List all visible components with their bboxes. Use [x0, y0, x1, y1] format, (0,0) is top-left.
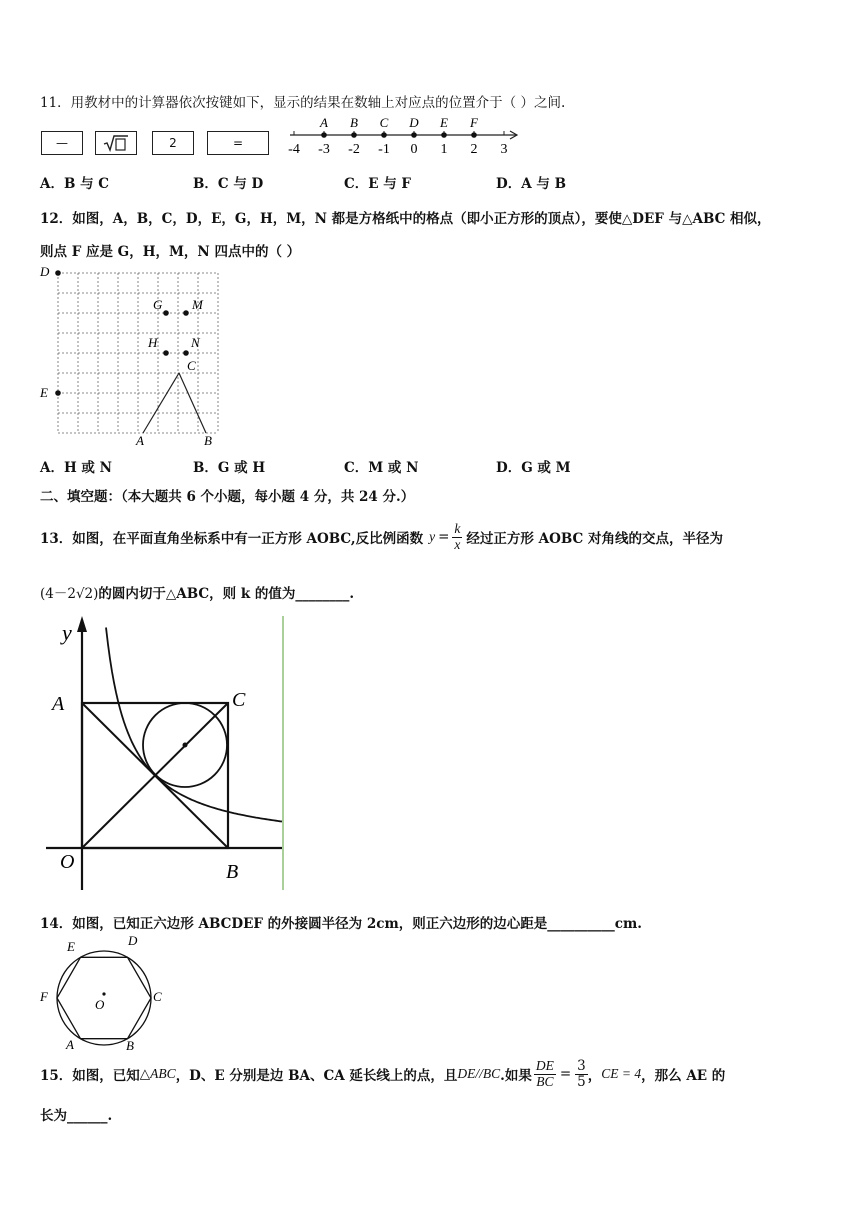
- tick-label: -3: [318, 142, 330, 157]
- number-line-point: [321, 132, 327, 138]
- point-label: D: [409, 115, 419, 130]
- label-c: C: [187, 358, 196, 373]
- label-d: D: [128, 933, 138, 948]
- point-e: [55, 390, 61, 396]
- label-g: G: [153, 297, 163, 312]
- point-g: [163, 310, 169, 316]
- q12-stem-line1: 12．如图，A，B，C，D，E，G，H，M，N 都是方格纸中的格点（即小正方形的顶点），要使△DEF 与△ABC 相似，: [40, 211, 771, 227]
- q13-stem-line1: [40, 515, 723, 559]
- q13-stem-b: 经过正方形 AOBC 对角线的交点，半径为: [466, 531, 723, 547]
- tick-label: -4: [288, 142, 300, 157]
- point-m: [183, 310, 189, 316]
- label-n: N: [191, 335, 200, 350]
- number-line-point: [411, 132, 417, 138]
- ratio-den: BC: [536, 1073, 554, 1089]
- q12-option-a[interactable]: A．H 或 N: [40, 460, 112, 476]
- q13-stem-line2: [40, 582, 354, 602]
- label-o: O: [60, 851, 75, 873]
- section-2-heading: 二、填空题：（本大题共 6 个小题，每小题 4 分，共 24 分.）: [40, 489, 415, 505]
- q11-option-b[interactable]: B．C 与 D: [193, 176, 264, 192]
- sqrt-key-icon: [102, 134, 130, 152]
- point-label: E: [440, 115, 448, 130]
- label-a: A: [136, 433, 144, 448]
- q15-stem-d: ，: [587, 1068, 602, 1084]
- tick-label: 3: [500, 142, 508, 157]
- q12-option-b[interactable]: B．G 或 H: [193, 460, 266, 476]
- number-line-point: [381, 132, 387, 138]
- point-label: A: [320, 115, 328, 130]
- point-n: [183, 350, 189, 356]
- label-b: B: [126, 1038, 134, 1053]
- label-c: C: [232, 689, 246, 711]
- sqrt-key: [95, 131, 137, 155]
- minus-key: —: [41, 131, 83, 155]
- point-label: C: [379, 115, 389, 130]
- point-label: B: [350, 115, 358, 130]
- value-den: 5: [577, 1073, 586, 1090]
- value-num: 3: [577, 1057, 586, 1074]
- number-line-point: [471, 132, 477, 138]
- q11-option-c[interactable]: C．E 与 F: [344, 176, 412, 192]
- label-b: B: [204, 433, 212, 448]
- label-e: E: [67, 939, 75, 954]
- tick-label: 1: [440, 142, 448, 157]
- func-eq: =: [438, 529, 450, 545]
- q15-stem-a: 15．如图，已知: [40, 1068, 140, 1084]
- parallel-expr: DE//BC: [457, 1066, 501, 1081]
- triangle-abc: △ABC: [139, 1066, 176, 1081]
- ratio-num: DE: [535, 1057, 554, 1073]
- q14-stem: 14．如图，已知正六边形 ABCDEF 的外接圆半径为 2cm，则正六边形的边心距是__________cm.: [40, 916, 642, 932]
- q15-stem-c: .如果: [500, 1068, 532, 1084]
- center-o: [102, 992, 105, 995]
- ratio-fraction: [534, 1059, 556, 1090]
- point-h: [163, 350, 169, 356]
- number-line-point: [441, 132, 447, 138]
- q12-option-c[interactable]: C．M 或 N: [344, 460, 419, 476]
- coordinate-figure: [40, 612, 290, 894]
- label-m: M: [192, 297, 203, 312]
- segment-cb: [179, 373, 206, 433]
- number-line-point: [351, 132, 357, 138]
- label-y: y: [62, 620, 72, 645]
- func-x: x: [454, 536, 461, 552]
- two-key: 2: [152, 131, 194, 155]
- tick-label: 2: [470, 142, 478, 157]
- q11-stem: 11．用教材中的计算器依次按键如下，显示的结果在数轴上对应点的位置介于（ ）之间.: [40, 95, 566, 111]
- segment-ca: [143, 373, 179, 433]
- q11-option-d[interactable]: D．A 与 B: [496, 176, 566, 192]
- label-b: B: [226, 861, 239, 883]
- number-line-figure: [282, 113, 527, 158]
- q13-stem-c: 的圆内切于△ABC，则 k 的值为________.: [98, 586, 355, 602]
- label-c: C: [153, 989, 162, 1004]
- label-e: E: [40, 385, 48, 400]
- label-f: F: [40, 989, 48, 1004]
- label-a: A: [66, 1037, 74, 1052]
- func-y: y: [429, 529, 436, 544]
- q11-option-a[interactable]: A．B 与 C: [40, 176, 110, 192]
- grid-figure: [36, 262, 226, 450]
- tick-label: 0: [410, 142, 418, 157]
- label-d: D: [40, 264, 50, 279]
- q15-stem-b: ，D、E 分别是边 BA、CA 延长线上的点，且: [175, 1068, 458, 1084]
- q12-option-d[interactable]: D．G 或 M: [496, 460, 571, 476]
- ce-expr: CE = 4: [601, 1066, 642, 1081]
- q12-stem-line2: 则点 F 应是 G，H，M，N 四点中的（ ）: [40, 244, 301, 260]
- equals-key: =: [207, 131, 269, 155]
- func-k: k: [454, 520, 461, 536]
- tick-label: -1: [378, 142, 390, 157]
- point-d: [55, 270, 61, 276]
- point-label: F: [470, 115, 478, 130]
- ratio-eq: =: [559, 1066, 572, 1082]
- radius-expr: (4－2√2): [40, 586, 99, 602]
- q15-stem-e: ，那么 AE 的: [641, 1068, 726, 1084]
- circle-center: [183, 743, 188, 748]
- label-o: O: [95, 997, 105, 1012]
- q13-stem-a: 13．如图，在平面直角坐标系中有一正方形 AOBC,反比例函数: [40, 531, 424, 547]
- q15-stem-line1: [40, 1052, 725, 1096]
- hexagon-figure: [36, 932, 176, 1054]
- label-h: H: [148, 335, 158, 350]
- q15-stem-line2: 长为______.: [40, 1108, 113, 1124]
- label-a: A: [52, 693, 65, 715]
- func-fraction: [452, 522, 462, 553]
- value-fraction: [575, 1059, 588, 1090]
- tick-label: -2: [348, 142, 360, 157]
